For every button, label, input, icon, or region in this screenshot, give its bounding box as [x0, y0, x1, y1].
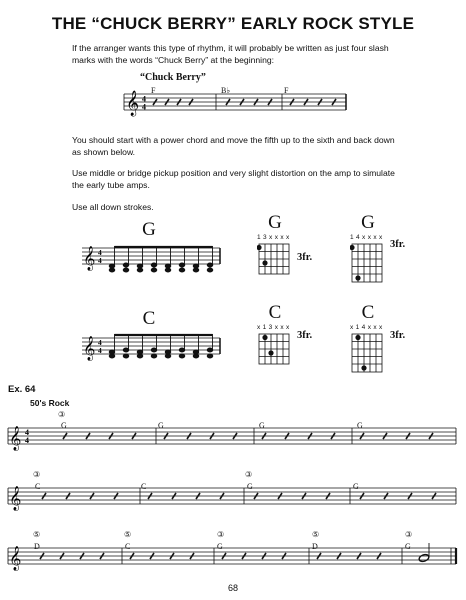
diagram-name: C: [361, 302, 375, 323]
chord-symbol: D: [312, 542, 318, 551]
chord-diagram-c-2: [350, 332, 390, 376]
chord-name-c: C: [142, 308, 156, 329]
chord-symbol: D: [34, 542, 40, 551]
chord-diagram-c-1: [257, 332, 297, 368]
string-marker: ⑤: [124, 530, 132, 539]
fingering: x 1 4 x x x: [350, 324, 383, 331]
svg-text:4: 4: [98, 346, 102, 355]
fret-label: 3fr.: [390, 330, 406, 341]
fret-label: 3fr.: [390, 239, 406, 250]
c-power-chord-staff: [80, 330, 230, 370]
svg-text:4: 4: [25, 436, 29, 445]
svg-text:4: 4: [98, 256, 102, 265]
instruction-1: You should start with a power chord and move the fifth up to the sixth and back down as shown below.: [72, 135, 395, 157]
chord-name-g: G: [142, 219, 156, 240]
string-marker: ③: [217, 530, 225, 539]
example-staff-3: [6, 538, 462, 578]
chord-symbol: G: [61, 421, 67, 430]
string-marker: ③: [33, 470, 41, 479]
chord-symbol: C: [35, 482, 41, 491]
chord-symbol: G: [247, 482, 253, 491]
chord-symbol: G: [357, 421, 363, 430]
chord-symbol: C: [141, 482, 147, 491]
svg-text:𝄞: 𝄞: [83, 336, 96, 360]
string-marker: ⑤: [33, 530, 41, 539]
fingering: 1 4 x x x x: [350, 234, 383, 241]
intro-paragraph: If the arranger wants this type of rhythm, it will probably be written as just four slash marks with the words “Chuck Berry” at the beginning:: [72, 43, 389, 65]
string-marker: ③: [58, 410, 66, 419]
svg-text:𝄞: 𝄞: [9, 426, 22, 450]
string-marker: ③: [245, 470, 253, 479]
example-staff-2: [6, 478, 462, 518]
chord-symbol: G: [353, 482, 359, 491]
fingering: x 1 3 x x x: [257, 324, 290, 331]
chord-symbol: C: [125, 542, 131, 551]
instruction-3: Use all down strokes.: [72, 202, 154, 212]
example-label: Ex. 64: [8, 384, 36, 395]
style-label: “Chuck Berry”: [140, 72, 206, 83]
svg-text:4: 4: [98, 248, 102, 257]
instruction-2: Use middle or bridge pickup position and very slight distortion on the amp to simulate the early tube amps.: [72, 168, 395, 190]
page-number: 68: [227, 583, 238, 593]
chord-symbol: F: [151, 86, 156, 95]
time-sig-top: 4: [142, 94, 146, 104]
fret-label: 3fr.: [297, 252, 313, 263]
example-staff-1: [6, 418, 462, 458]
chord-diagram-g-2: [350, 242, 390, 286]
svg-text:𝄞: 𝄞: [9, 546, 22, 570]
chord-symbol: F: [284, 86, 289, 95]
example-style: 50's Rock: [30, 398, 70, 408]
chord-symbol: G: [405, 542, 411, 551]
chord-symbol: G: [259, 421, 265, 430]
page-title: THE “CHUCK BERRY” EARLY ROCK STYLE: [51, 14, 415, 33]
chord-diagram-g-1: [257, 242, 297, 278]
diagram-name: G: [268, 212, 282, 233]
string-marker: ③: [405, 530, 413, 539]
svg-text:𝄞: 𝄞: [83, 246, 96, 270]
diagram-name: G: [361, 212, 375, 233]
string-marker: ⑤: [312, 530, 320, 539]
treble-clef-icon: 𝄞: [126, 90, 140, 115]
time-sig-bottom: 4: [142, 102, 146, 112]
g-power-chord-staff: [80, 240, 230, 280]
svg-text:4: 4: [25, 428, 29, 437]
svg-text:4: 4: [98, 338, 102, 347]
fret-label: 3fr.: [297, 330, 313, 341]
diagram-name: C: [268, 302, 282, 323]
chord-symbol: B♭: [221, 86, 231, 95]
chord-symbol: G: [158, 421, 164, 430]
svg-text:𝄞: 𝄞: [9, 486, 22, 510]
chord-symbol: G: [217, 542, 223, 551]
fingering: 1 3 x x x x: [257, 234, 290, 241]
